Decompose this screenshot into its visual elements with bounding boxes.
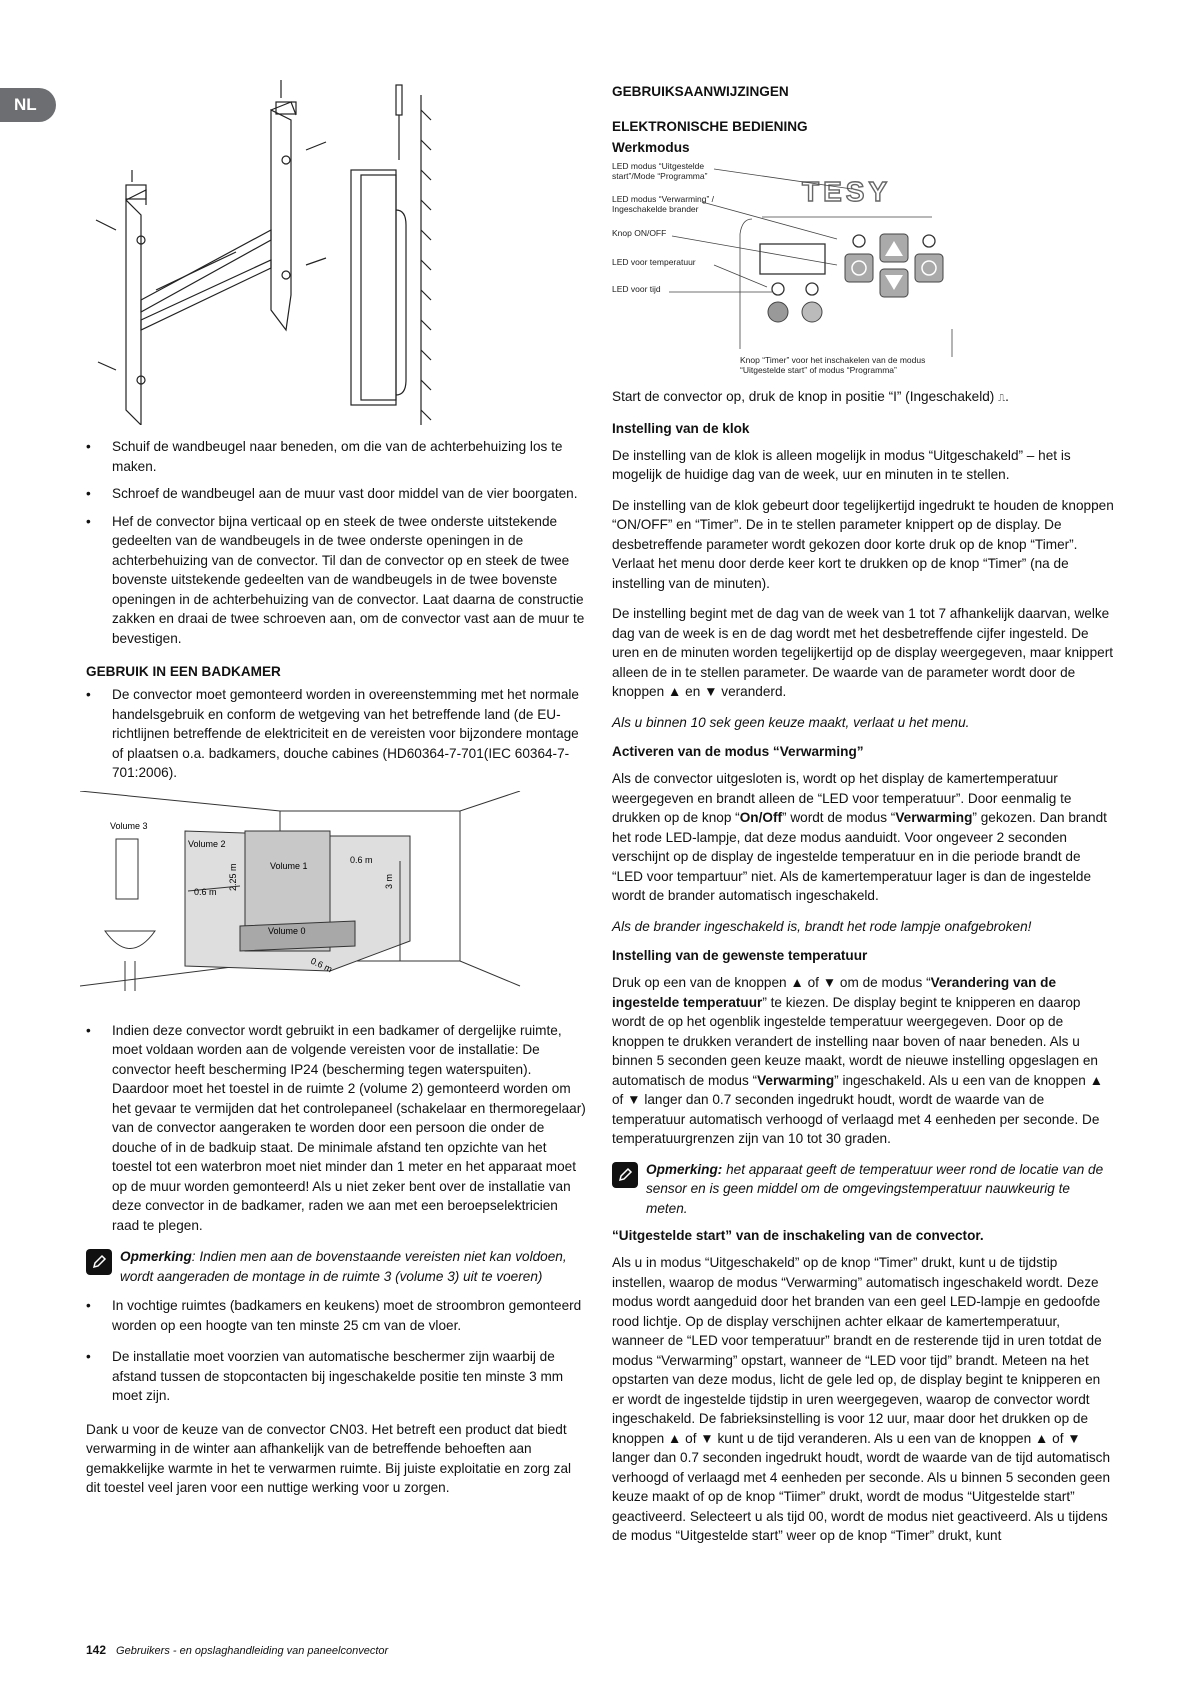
sub-heading: ELEKTRONISCHE BEDIENING [612, 119, 808, 134]
pencil-icon [612, 1162, 638, 1188]
page-footer [86, 1643, 388, 1657]
label-led-mode-1: LED modus “Uitgestelde [612, 161, 705, 171]
label-led-heat-2: Ingeschakelde brander [612, 204, 699, 214]
humid-bullet: In vochtige ruimtes (badkamers en keukens) moet de stroombron gemonteerd worden op een hoogte van ten minste 25 cm van de vloer. [112, 1298, 582, 1333]
page-number: 142 [86, 1643, 107, 1657]
note-box [86, 1247, 586, 1286]
thermometer-icon [802, 302, 822, 322]
dim-06a: 0.6 m [350, 854, 373, 865]
volume0-label: Volume 0 [268, 925, 306, 936]
bathroom-volume-diagram [80, 791, 550, 1011]
install-bullet-3: Hef de convector bijna verticaal op en steek de twee onderste uitstekende gedeelten van de wandbeugels in de twee onderste openingen in de achterbehuizing van de convector. Til dan de convector op en steek de twee bovenste uitstekende gedeelten van de wandbeugels in de twee bovenste openingen in de achterbehuizing van de convector. Laat daarna de constructie zakken en draai de twee schroeven aan, om de convector vast aan de muur te bevestigen. [112, 513, 585, 646]
bathroom-bullet: De convector moet gemonteerd worden in overeenstemming met het normale handelsgebruik en conform de wetgeving van het betreffende land (de EU-richtlijnen betreffende de elektriciteit en de vereisten voor bijzondere montage of plaatsen o.a. badkamers, douche cabines (HD60364-7-701(IEC 60364-7-701:2006). [112, 687, 579, 780]
temperature-paragraph: Druk op een van de knoppen ▲ of ▼ om de modus “Verandering van de ingestelde temperatuur” te kiezen. De display begint te knipperen en daarop wordt de op het ogenblik ingestelde temperatuur weergegeven. Door op de knoppen te drukken verandert de instelling naar boven of naar beneden. Als u binnen 5 seconden geen keuze maakt, wordt de nieuwe instelling opgeslagen en automatisch de modus “Verwarming” ingeschakeld. Als u een van de knoppen ▲ of ▼ langer dan 0.7 seconden ingedrukt houdt, wordt de waarde van de temperatuur automatisch verhoogd of verlaagd met 4 eenheden per seconde. De temperatuurgrenzen zijn van 10 tot 30 graden. [612, 975, 1104, 1146]
dim-06c: 0.6 m [309, 955, 334, 974]
timer-button[interactable] [915, 254, 943, 282]
left-column [86, 80, 586, 1509]
volume1-label: Volume 1 [270, 860, 308, 871]
list-item: • Indien deze convector wordt gebruikt in een badkamer of dergelijke ruimte, moet voldaan worden aan de volgende vereisten voor de installatie: De convector heeft bescherming IP24 (bescherming tegen waterspuiten). Daardoor moet het toestel in de ruimte 2 (volume 2) gemonteerd worden om het gevaar te vermijden dat het controlepaneel (schakelaar en thermoregelaar) van de convector aangeraken te worden door een persoon die onder de douche of in de badkuip staat. De minimale afstand ten opzichte van het toestel tot een waterbron moet niet minder dan 1 meter en het apparaat moet op de muur worden gemonteerd! Als u niet zeker bent over de installatie van deze convector in de badkamer, raden we aan met een beroepselektricien raad te plegen. [86, 1021, 586, 1236]
klok-paragraph-2: De instelling van de klok gebeurt door tegelijkertijd ingedrukt te houden de knoppen “ON/OFF” en “Timer”. De in te stellen parameter knippert op de display. De desbetreffende parameter wordt gekozen door korte druk op de knop “Timer”. Verlaat het menu door derde keer kort te drukken op de knop “Timer” (na de instelling van de minuten). [612, 497, 1114, 591]
verwarming-heading: Activeren van de modus “Verwarming” [612, 744, 864, 759]
clock-icon [768, 302, 788, 322]
label-timer-2: “Uitgestelde start” of modus “Programma” [740, 365, 897, 375]
uitgestelde-paragraph: Als u in modus “Uitgeschakeld” op de knop “Timer” drukt, kunt u de tijdstip instellen, waarop de modus “Verwarming” automatisch ingeschakeld wordt. Deze modus wordt aangeduid door het branden van een geel LED-lampje en gedoofde rood lichtje. Op de display verschijnen achter elkaar de kamertemperatuur, wanneer de “LED voor temperatuur” brandt en de resterende tijd in uren totdat de modus “Verwarming” opstart, wanneer de “LED voor tijd” brandt. Meteen na het opstarten van deze modus, licht de gele led op, de display begint te knipperen en er wordt de ingestelde tijdstip in uren weergegeven, waarop de convector wordt ingeschakeld. De fabrieksinstelling is voor 12 uur, maar door het drukken op de knoppen ▲ of ▼ kunt u de tijd veranderen. Als u een van de knoppen ▲ of ▼ langer dan 0.7 seconden ingedrukt houdt, wordt de waarde van de tijd automatisch verhoogd of verlaagd met 4 eenheden per seconde. Als u binnen 5 seconden geen keuze maakt of op de knop “Tiimer” drukt, wordt de modus “Uitgestelde start” geactiveerd. Selecteert u als tijd 00, wordt de modus niet geactiveerd. Als u tijdens de modus “Uitgestelde start” weer op de knop “Timer” drukt, kunt [612, 1255, 1111, 1543]
start-instruction: Start de convector op, druk de knop in positie “I” (Ingeschakeld) ⎍. [612, 389, 1009, 404]
right-column [612, 84, 1114, 1557]
dim-225: 2.25 m [228, 862, 238, 891]
klok-heading: Instelling van de klok [612, 420, 750, 436]
install-bullet-1: Schuif de wandbeugel naar beneden, om die van de achterbehuizing los te maken. [112, 439, 563, 474]
note-text: Opmerking: Indien men aan de bovenstaande vereisten niet kan voldoen, wordt aangeraden de montage in de ruimte 3 (volume 3) uit te voeren) [120, 1249, 567, 1284]
klok-paragraph-1: De instelling van de klok is alleen mogelijk in modus “Uitgeschakeld” – het is mogelijk de huidige dag van de week, uur en minuten in te stellen. [612, 447, 1071, 482]
wall-bracket-illustration [86, 80, 566, 425]
control-panel-diagram [612, 159, 1112, 381]
dim-06b: 0.6 m [194, 886, 217, 897]
list-item: • In vochtige ruimtes (badkamers en keukens) moet de stroombron gemonteerd worden op een hoogte van ten minste 25 cm van de vloer. [86, 1296, 586, 1335]
verwarming-paragraph: Als de convector uitgesloten is, wordt op het display de kamertemperatuur weergegeven en brandt alleen de “LED voor temperatuur”. Door eenmalig te drukken op de knop “On/Off” wordt de modus “Verwarming” gekozen. Dan brandt het rode LED-lampje, dat deze modus aanduidt. Voor ongeveer 2 seconden verschijnt op de display de ingestelde temperatuur en in die periode brandt de “LED voor tempartuur” niet. Als de kamertemperatuur lager is dan de ingestelde wordt de brander automatisch ingeschakeld. [612, 771, 1107, 903]
werkmodus-heading: Werkmodus [612, 140, 690, 155]
switch-icon: ⎍ [998, 393, 1006, 404]
temperature-heading: Instelling van de gewenste temperatuur [612, 948, 868, 963]
klok-italic-note: Als u binnen 10 sek geen keuze maakt, verlaat u het menu. [612, 714, 970, 730]
thanks-paragraph: Dank u voor de keuze van de convector CN03. Het betreft een product dat biedt verwarming in de winter aan afhankelijk van de betreffende behoeften aan gemakkelijke warmte in het te verwarmen ruimte. Bij juiste exploitatie en zorg zal dit toestel veel jaren voor een nuttige werking voor u zorgen. [86, 1421, 572, 1495]
dim-3m: 3 m [384, 873, 394, 889]
label-onoff: Knop ON/OFF [612, 228, 667, 238]
label-led-temp: LED voor temperatuur [612, 257, 696, 267]
label-led-mode-2: start”/Mode “Programma” [612, 171, 708, 181]
verwarming-italic-note: Als de brander ingeschakeld is, brandt het rode lampje onafgebroken! [612, 918, 1032, 934]
volume3-label: Volume 3 [110, 820, 148, 831]
note-box [612, 1160, 1114, 1219]
requirements-bullet: Indien deze convector wordt gebruikt in een badkamer of dergelijke ruimte, moet voldaan worden aan de volgende vereisten voor de installatie: De convector heeft bescherming IP24 (bescherming tegen waterspuiten). Daardoor moet het toestel in de ruimte 2 (volume 2) gemonteerd worden om het gevaar te vermijden dat het controlepaneel (schakelaar en thermoregelaar) van de convector aangeraken te worden door een persoon die onder de douche of in de badkuip staat. De minimale afstand ten opzichte van het toestel tot een waterbron moet niet minder dan 1 meter en het apparaat moet op de muur worden gemonteerd! Als u niet zeker bent over de installatie van deze convector in de badkamer, raden we aan met een beroepselektricien raad te plegen. [112, 1022, 586, 1233]
klok-paragraph-3: De instelling begint met de dag van de week van 1 tot 7 afhankelijk daarvan, welke dag van de week is en de dag wordt met het desbetreffende cijfer ingesteld. De uren en de minuten worden tegelijkertijd op de display weergegeven, maar knippert alleen de in te stellen parameter. De waarde van de parameter wordt door de knoppen ▲ en ▼ veranderd. [612, 606, 1114, 699]
list-item: • De installatie moet voorzien van automatische beschermer zijn waarbij de afstand tussen de stopcontacten bij ingeschakelde positie ten minste 3 mm moet zijn. [86, 1347, 586, 1406]
uitgestelde-heading: “Uitgestelde start” van de inschakeling van de convector. [612, 1228, 984, 1243]
protection-bullet: De installatie moet voorzien van automatische beschermer zijn waarbij de afstand tussen de stopcontacten bij ingeschakelde positie ten minste 3 mm moet zijn. [112, 1349, 564, 1403]
pencil-icon [86, 1249, 112, 1275]
tesy-logo: TESY [802, 176, 892, 207]
onoff-button[interactable] [845, 254, 873, 282]
label-timer-1: Knop “Timer” voor het inschakelen van de modus [740, 355, 926, 365]
list-item: • Schuif de wandbeugel naar beneden, om die van de achterbehuizing los te maken. [86, 437, 586, 476]
main-heading: GEBRUIKSAANWIJZINGEN [612, 84, 789, 99]
footer-title: Gebruikers - en opslaghandleiding van paneelconvector [116, 1645, 389, 1657]
list-item: • Schroef de wandbeugel aan de muur vast door middel van de vier boorgaten. [86, 484, 586, 504]
list-item: • Hef de convector bijna verticaal op en steek de twee onderste uitstekende gedeelten van de wandbeugels in de twee onderste openingen in de achterbehuizing van de convector. Til dan de convector op en steek de twee bovenste uitstekende gedeelten van de wandbeugels in de twee bovenste openingen in de achterbehuizing van de convector. Laat daarna de constructie zakken en draai de twee schroeven aan, om de convector vast aan de muur te bevestigen. [86, 512, 586, 649]
volume2-label: Volume 2 [188, 838, 226, 849]
install-bullet-2: Schroef de wandbeugel aan de muur vast door middel van de vier boorgaten. [112, 486, 578, 501]
bathroom-heading: GEBRUIK IN EEN BADKAMER [86, 664, 281, 679]
language-tab: NL [0, 88, 56, 122]
note-text: Opmerking: het apparaat geeft de temperatuur weer rond de locatie van de sensor en is geen middel om de omgevingstemperatuur nauwkeurig te meten. [646, 1161, 1104, 1216]
label-led-time: LED voor tijd [612, 284, 661, 294]
list-item: • De convector moet gemonteerd worden in overeenstemming met het normale handelsgebruik en conform de wetgeving van het betreffende land (de EU-richtlijnen betreffende de elektriciteit en de vereisten voor bijzondere montage of plaatsen o.a. badkamers, douche cabines (HD60364-7-701(IEC 60364-7-701:2006). [86, 685, 586, 783]
label-led-heat-1: LED modus “Verwarming” / [612, 194, 715, 204]
